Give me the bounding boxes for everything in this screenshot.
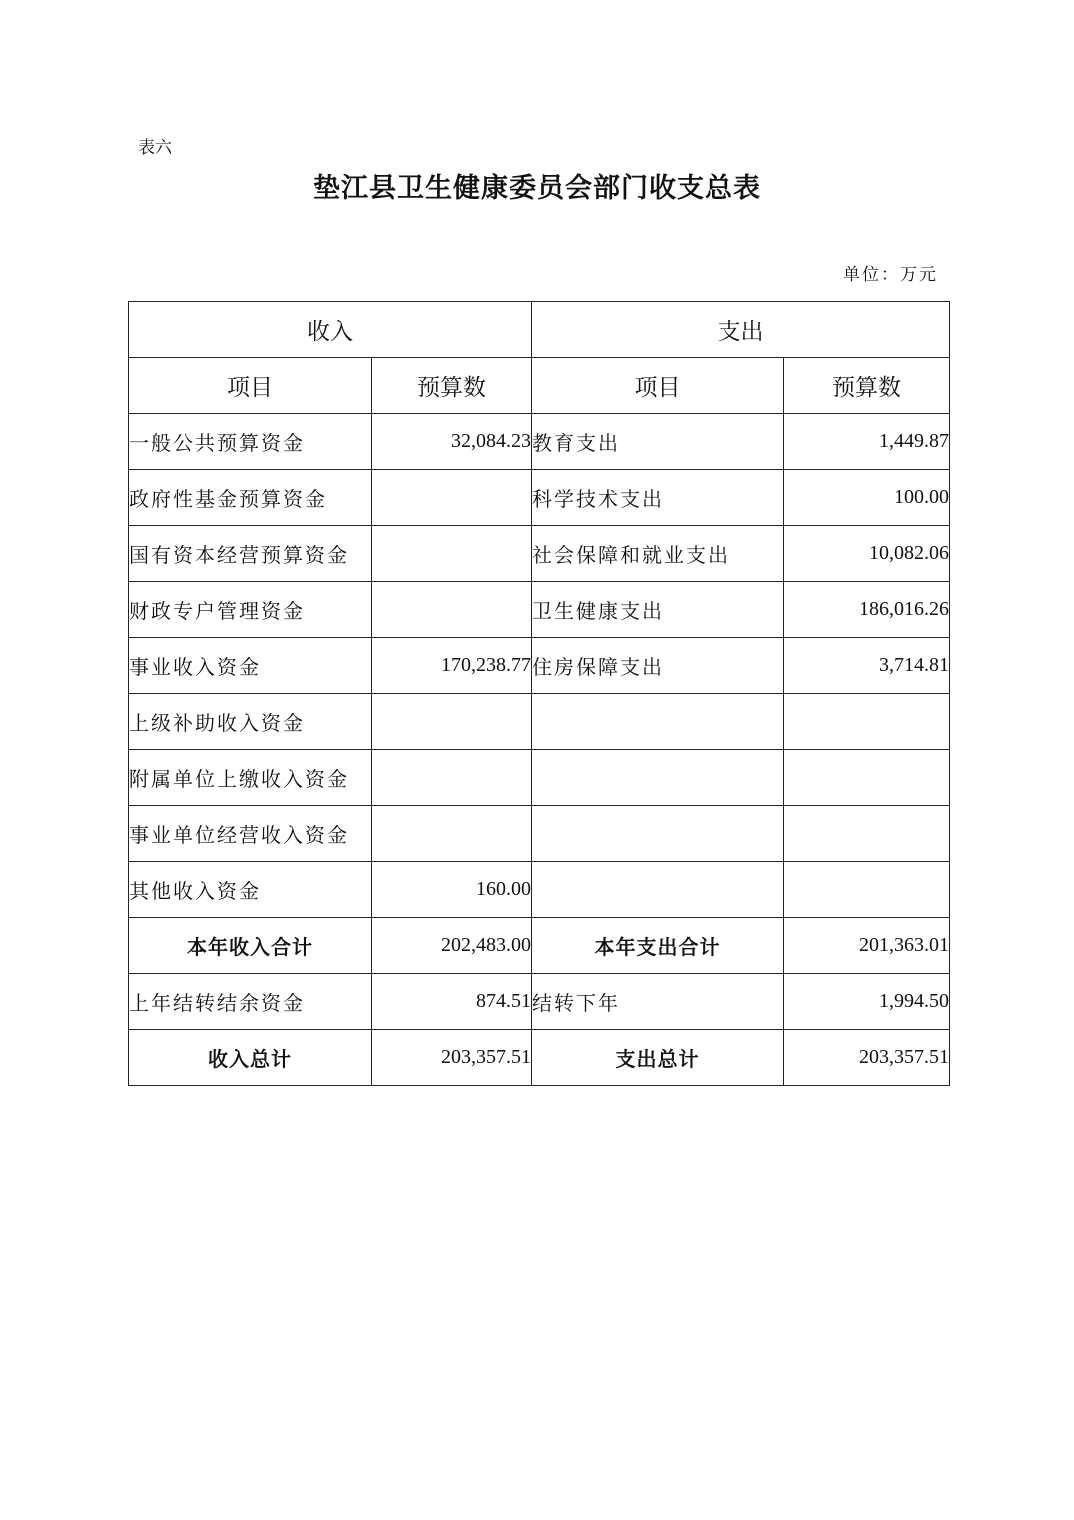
expense-year-total-value: 201,363.01 [784,918,950,974]
income-year-total-label: 本年收入合计 [129,918,372,974]
grand-total-row [129,1030,950,1086]
expense-grand-total-value: 203,357.51 [784,1030,950,1086]
income-item: 一般公共预算资金 [129,414,372,470]
section-header-row [129,302,950,358]
income-item: 国有资本经营预算资金 [129,526,372,582]
expense-item: 教育支出 [532,414,784,470]
column-header-row [129,358,950,414]
table-row [129,750,950,806]
income-value: 32,084.23 [372,414,532,470]
expense-item [532,806,784,862]
income-value [372,582,532,638]
expense-item [532,862,784,918]
expense-value [784,694,950,750]
table-row [129,526,950,582]
carry-over-row [129,974,950,1030]
expense-item: 卫生健康支出 [532,582,784,638]
income-item: 其他收入资金 [129,862,372,918]
income-value [372,526,532,582]
expense-item: 社会保障和就业支出 [532,526,784,582]
income-header: 收入 [129,302,532,358]
table-row [129,862,950,918]
table-row [129,582,950,638]
expense-carry-value: 1,994.50 [784,974,950,1030]
expense-budget-column-header: 预算数 [784,358,950,414]
income-value: 160.00 [372,862,532,918]
document-label: 表六 [138,138,172,158]
income-item: 事业收入资金 [129,638,372,694]
expense-item [532,750,784,806]
expense-value: 186,016.26 [784,582,950,638]
income-item: 附属单位上缴收入资金 [129,750,372,806]
expense-value: 10,082.06 [784,526,950,582]
expense-carry-item: 结转下年 [532,974,784,1030]
income-value [372,470,532,526]
income-item-column-header: 项目 [129,358,372,414]
expense-value [784,750,950,806]
expense-item: 住房保障支出 [532,638,784,694]
expense-item: 科学技术支出 [532,470,784,526]
income-item: 财政专户管理资金 [129,582,372,638]
income-item: 政府性基金预算资金 [129,470,372,526]
income-value [372,750,532,806]
income-item: 事业单位经营收入资金 [129,806,372,862]
expense-value [784,806,950,862]
income-carry-value: 874.51 [372,974,532,1030]
expense-year-total-label: 本年支出合计 [532,918,784,974]
expense-item-column-header: 项目 [532,358,784,414]
income-value [372,694,532,750]
page-title: 垫江县卫生健康委员会部门收支总表 [313,173,761,204]
income-item: 上级补助收入资金 [129,694,372,750]
income-grand-total-label: 收入总计 [129,1030,372,1086]
table-row [129,470,950,526]
income-year-total-value: 202,483.00 [372,918,532,974]
table-row [129,414,950,470]
expense-header: 支出 [532,302,950,358]
expense-grand-total-label: 支出总计 [532,1030,784,1086]
table-row [129,806,950,862]
income-value: 170,238.77 [372,638,532,694]
unit-label: 单位：万元 [843,265,938,285]
expense-value: 3,714.81 [784,638,950,694]
income-grand-total-value: 203,357.51 [372,1030,532,1086]
expense-value: 100.00 [784,470,950,526]
expense-value [784,862,950,918]
expense-item [532,694,784,750]
income-carry-item: 上年结转结余资金 [129,974,372,1030]
budget-table [128,301,950,1086]
income-value [372,806,532,862]
table-row [129,638,950,694]
table-row [129,694,950,750]
year-total-row [129,918,950,974]
expense-value: 1,449.87 [784,414,950,470]
income-budget-column-header: 预算数 [372,358,532,414]
